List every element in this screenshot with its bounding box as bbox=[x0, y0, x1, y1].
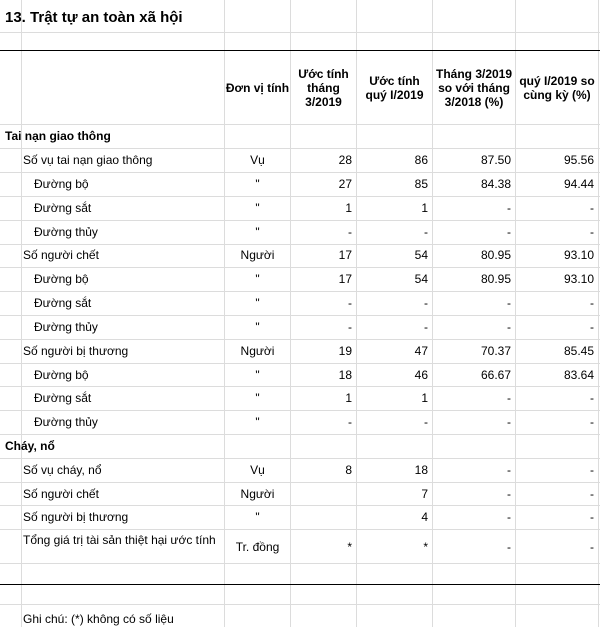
cell-cmp-month: 87.50 bbox=[480, 153, 511, 167]
cell-unit: " bbox=[255, 225, 260, 239]
header-est-quarter: Ước tính quý I/2019 bbox=[365, 73, 424, 102]
cell-cmp-quarter: 93.10 bbox=[563, 272, 594, 286]
cell-cmp-month: - bbox=[507, 510, 511, 524]
cell-cmp-quarter: - bbox=[590, 463, 594, 477]
cell-cmp-quarter: - bbox=[590, 201, 594, 215]
cell-est-month: 19 bbox=[338, 344, 352, 358]
cell-cmp-month: 80.95 bbox=[480, 248, 511, 262]
grid-row-line bbox=[0, 267, 600, 268]
cell-cmp-month: 84.38 bbox=[480, 177, 511, 191]
row-label: Đường bộ bbox=[34, 368, 89, 382]
cell-unit: Người bbox=[240, 248, 275, 262]
grid-row-line bbox=[0, 220, 600, 221]
grid-row-line bbox=[0, 196, 600, 197]
row-label: Số người chết bbox=[23, 487, 99, 501]
cell-est-month: 17 bbox=[338, 248, 352, 262]
cell-unit: Vụ bbox=[250, 463, 265, 477]
cell-est-quarter: 54 bbox=[414, 248, 428, 262]
cell-est-quarter: 47 bbox=[414, 344, 428, 358]
cell-unit: " bbox=[255, 320, 260, 334]
cell-cmp-month: - bbox=[507, 320, 511, 334]
grid-row-line bbox=[0, 291, 600, 292]
cell-est-month: 1 bbox=[345, 201, 352, 215]
cell-est-month: 8 bbox=[345, 463, 352, 477]
cell-unit: " bbox=[255, 201, 260, 215]
cell-cmp-month: - bbox=[507, 391, 511, 405]
row-label: Đường thủy bbox=[34, 225, 98, 239]
grid-row-line bbox=[0, 604, 600, 605]
cell-est-quarter: - bbox=[424, 415, 428, 429]
cell-cmp-quarter: - bbox=[590, 415, 594, 429]
cell-cmp-quarter: - bbox=[590, 391, 594, 405]
cell-est-quarter: 18 bbox=[414, 463, 428, 477]
cell-unit: " bbox=[255, 510, 260, 524]
cell-est-quarter: 7 bbox=[421, 487, 428, 501]
cell-unit: " bbox=[255, 391, 260, 405]
grid-row-line bbox=[0, 529, 600, 530]
row-label: Đường bộ bbox=[34, 177, 89, 191]
cell-unit: " bbox=[255, 272, 260, 286]
header-unit: Đơn vị tính bbox=[225, 80, 290, 95]
cell-est-quarter: * bbox=[423, 540, 428, 554]
cell-cmp-month: 66.67 bbox=[480, 368, 511, 382]
cell-cmp-quarter: 93.10 bbox=[563, 248, 594, 262]
cell-unit: " bbox=[255, 177, 260, 191]
grid-row-line bbox=[0, 363, 600, 364]
cell-cmp-quarter: 94.44 bbox=[563, 177, 594, 191]
row-label: Đường thủy bbox=[34, 320, 98, 334]
cell-cmp-month: - bbox=[507, 463, 511, 477]
cell-est-month: 18 bbox=[338, 368, 352, 382]
cell-cmp-month: - bbox=[507, 201, 511, 215]
cell-est-quarter: - bbox=[424, 225, 428, 239]
cell-est-quarter: 46 bbox=[414, 368, 428, 382]
cell-cmp-quarter: - bbox=[590, 225, 594, 239]
cell-est-month: - bbox=[348, 320, 352, 334]
row-label: Đường sắt bbox=[34, 391, 92, 405]
cell-cmp-quarter: 85.45 bbox=[563, 344, 594, 358]
row-label: Đường sắt bbox=[34, 296, 92, 310]
row-label: Đường thủy bbox=[34, 415, 98, 429]
cell-cmp-quarter: 95.56 bbox=[563, 153, 594, 167]
cell-cmp-quarter: 83.64 bbox=[563, 368, 594, 382]
cell-est-month: 28 bbox=[338, 153, 352, 167]
cell-unit: Tr. đồng bbox=[235, 540, 280, 554]
grid-col-line bbox=[21, 0, 22, 627]
cell-cmp-quarter: - bbox=[590, 487, 594, 501]
cell-cmp-month: 70.37 bbox=[480, 344, 511, 358]
cell-cmp-month: 80.95 bbox=[480, 272, 511, 286]
table-bottom-border bbox=[0, 584, 600, 585]
cell-cmp-quarter: - bbox=[590, 296, 594, 310]
header-est-month: Ước tính tháng 3/2019 bbox=[298, 66, 349, 109]
cell-cmp-quarter: - bbox=[590, 320, 594, 334]
grid-row-line bbox=[0, 339, 600, 340]
cell-unit: " bbox=[255, 368, 260, 382]
cell-unit: " bbox=[255, 415, 260, 429]
cell-cmp-month: - bbox=[507, 225, 511, 239]
cell-unit: Người bbox=[240, 344, 275, 358]
cell-est-quarter: 85 bbox=[414, 177, 428, 191]
cell-est-quarter: 86 bbox=[414, 153, 428, 167]
page-title: 13. Trật tự an toàn xã hội bbox=[5, 9, 183, 26]
grid-row-line bbox=[0, 315, 600, 316]
cell-est-quarter: 1 bbox=[421, 201, 428, 215]
grid-row-line bbox=[0, 148, 600, 149]
cell-est-quarter: 1 bbox=[421, 391, 428, 405]
cell-cmp-quarter: - bbox=[590, 540, 594, 554]
row-label: Số vụ tai nạn giao thông bbox=[23, 153, 153, 167]
cell-est-month: - bbox=[348, 296, 352, 310]
cell-cmp-month: - bbox=[507, 487, 511, 501]
cell-est-month: - bbox=[348, 225, 352, 239]
cell-cmp-month: - bbox=[507, 415, 511, 429]
section-title-traffic: Tai nạn giao thông bbox=[5, 129, 111, 143]
grid-row-line bbox=[0, 386, 600, 387]
row-label: Số người bị thương bbox=[23, 510, 129, 524]
grid-row-line bbox=[0, 172, 600, 173]
grid-row-line bbox=[0, 482, 600, 483]
cell-cmp-month: - bbox=[507, 540, 511, 554]
cell-est-month: - bbox=[348, 415, 352, 429]
cell-est-month: 27 bbox=[338, 177, 352, 191]
grid-row-line bbox=[0, 458, 600, 459]
cell-est-month: 17 bbox=[338, 272, 352, 286]
cell-cmp-quarter: - bbox=[590, 510, 594, 524]
cell-est-quarter: - bbox=[424, 296, 428, 310]
row-label: Đường bộ bbox=[34, 272, 89, 286]
row-label: Tổng giá trị tài sản thiệt hại ước tính bbox=[23, 533, 216, 547]
row-label: Số người chết bbox=[23, 248, 99, 262]
footnote: Ghi chú: (*) không có số liệu bbox=[23, 612, 174, 626]
cell-est-month: * bbox=[347, 540, 352, 554]
cell-est-month: 1 bbox=[345, 391, 352, 405]
cell-cmp-month: - bbox=[507, 296, 511, 310]
cell-unit: Người bbox=[240, 487, 275, 501]
grid-row-line bbox=[0, 124, 600, 125]
grid-row-line bbox=[0, 410, 600, 411]
row-label: Đường sắt bbox=[34, 201, 92, 215]
grid-col-line bbox=[598, 0, 599, 627]
grid-row-line bbox=[0, 244, 600, 245]
grid-row-line bbox=[0, 563, 600, 564]
section-title-fire: Cháy, nổ bbox=[5, 439, 55, 453]
cell-est-quarter: 4 bbox=[421, 510, 428, 524]
cell-est-quarter: - bbox=[424, 320, 428, 334]
header-cmp-month: Tháng 3/2019 so với tháng 3/2018 (%) bbox=[435, 66, 513, 109]
grid-row-line bbox=[0, 32, 600, 33]
cell-unit: Vụ bbox=[250, 153, 265, 167]
row-label: Số người bị thương bbox=[23, 344, 129, 358]
cell-est-quarter: 54 bbox=[414, 272, 428, 286]
header-cmp-quarter: quý I/2019 so cùng kỳ (%) bbox=[519, 73, 595, 102]
cell-unit: " bbox=[255, 296, 260, 310]
grid-row-line bbox=[0, 434, 600, 435]
grid-row-line bbox=[0, 505, 600, 506]
row-label: Số vụ cháy, nổ bbox=[23, 463, 102, 477]
